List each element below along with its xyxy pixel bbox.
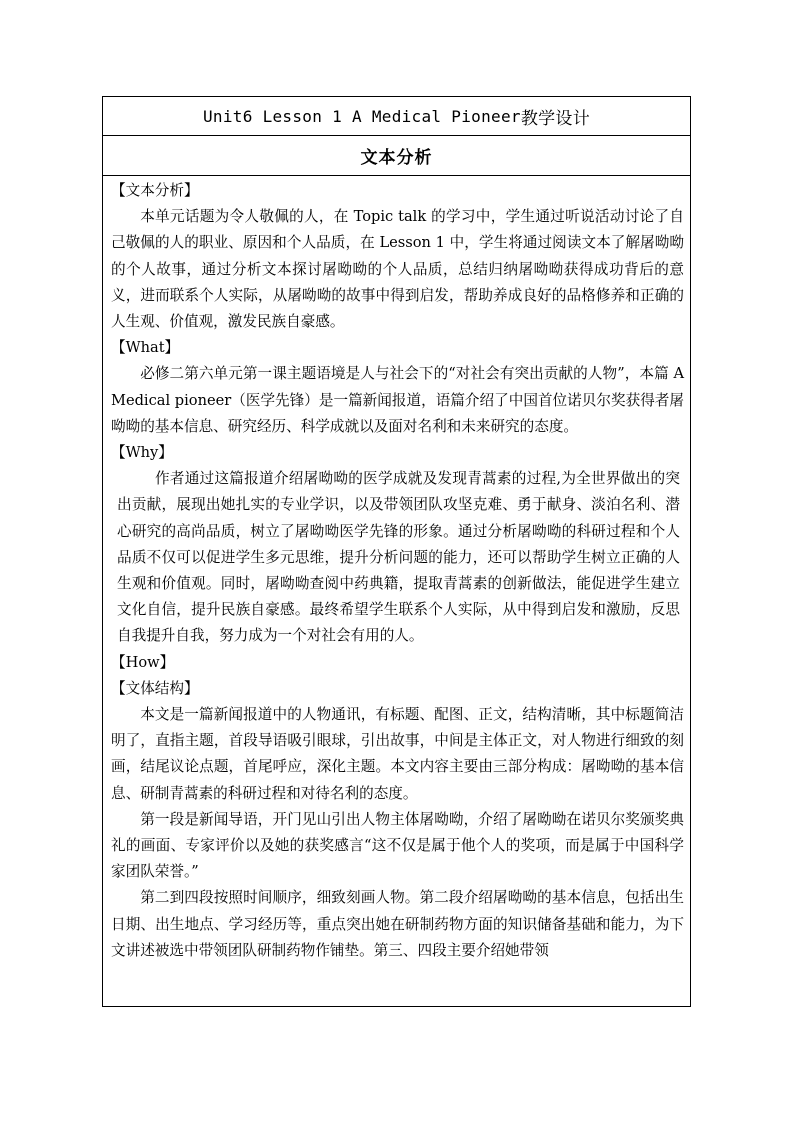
paragraph-why: 作者通过这篇报道介绍屠呦呦的医学成就及发现青蒿素的过程,为全世界做出的突出贡献，展现出她扎实的专业学识，以及带领团队攻坚克难、勇于献身、淡泊名利、潜心研究的高尚品质，树立了屠呦呦医学先锋的形象。通过分析屠呦呦的科研过程和个人品质不仅可以促进学生多元思维，提升分析问题的能力，还可以帮助学生树立正确的人生观和价值观。同时，屠呦呦查阅中药典籍，提取青蒿素的创新做法，能促进学生建立文化自信，提升民族自豪感。最终希望学生联系个人实际，从中得到启发和激励，反思自我提升自我，努力成为一个对社会有用的人。 [117,470,680,645]
heading-how: 【How】 [111,653,175,671]
document-title-suffix: 教学设计 [520,108,591,129]
document-title-prefix: Unit6 Lesson 1 A Medical Pioneer [202,106,521,126]
heading-what: 【What】 [111,339,180,357]
section-header: 文本分析 [360,148,433,168]
lesson-plan-table [102,96,691,1007]
document-title-row [103,97,690,136]
heading-text-analysis: 【文本分析】 [111,182,199,199]
paragraph-topic-overview: 本单元话题为令人敬佩的人，在 Topic talk 的学习中，学生通过听说活动讨论了自己敬佩的人的职业、原因和个人品质，在 Lesson 1 中，学生将通过阅读文本了解屠呦呦的个人故事，通过分析文本探讨屠呦呦的个人品质，总结归纳屠呦呦获得成功背后的意义，进而联系个人实际，从屠呦呦的故事中得到启发，帮助养成良好的品格修养和正确的人生观、价值观，激发民族自豪感。 [111,208,684,331]
content-cell [103,176,690,1006]
paragraph-first-section: 第一段是新闻导语，开门见山引出人物主体屠呦呦，介绍了屠呦呦在诺贝尔奖颁奖典礼的画面、专家评价以及她的获奖感言“这不仅是属于他个人的奖项，而是属于中国科学家团队荣誉。” [111,810,684,881]
heading-structure: 【文体结构】 [111,679,199,697]
heading-why: 【Why】 [111,444,173,462]
paragraph-second-to-fourth: 第二到四段按照时间顺序，细致刻画人物。第二段介绍屠呦呦的基本信息，包括出生日期、出生地点、学习经历等，重点突出她在研制药物方面的知识储备基础和能力，为下文讲述被选中带领团队研制药物作铺垫。第三、四段主要介绍她带领 [111,889,684,959]
paragraph-what: 必修二第六单元第一课主题语境是人与社会下的“对社会有突出贡献的人物”，本篇 A Medical pioneer（医学先锋）是一篇新闻报道，语篇介绍了中国首位诺贝尔奖获得者屠呦呦的基本信息、研究经历、科学成就以及面对名利和未来研究的态度。 [111,365,684,435]
section-header-row [103,136,690,176]
paragraph-structure-overview: 本文是一篇新闻报道中的人物通讯，有标题、配图、正文，结构清晰，其中标题简洁明了，直指主题，首段导语吸引眼球，引出故事，中间是主体正文，对人物进行细致的刻画，结尾议论点题，首尾呼应，深化主题。本文内容主要由三部分构成：屠呦呦的基本信息、研制青蒿素的科研过程和对待名利的态度。 [111,706,684,802]
